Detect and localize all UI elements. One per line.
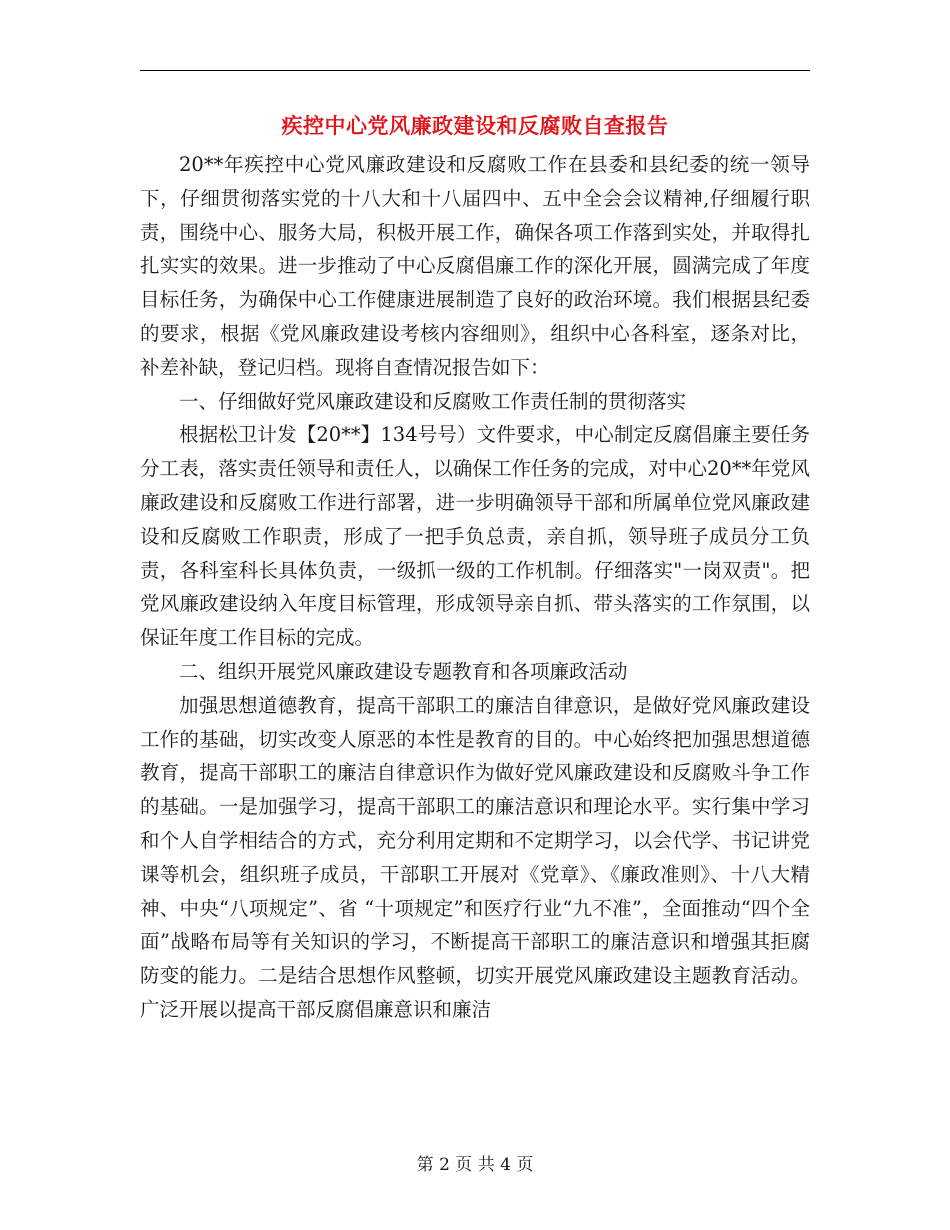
section-heading-1: 一、仔细做好党风廉政建设和反腐败工作责任制的贯彻落实 xyxy=(179,389,687,413)
document-body xyxy=(140,148,810,1027)
document-title: 疾控中心党风廉政建设和反腐败自查报告 xyxy=(281,113,669,138)
section-1-paragraph: 根据松卫计发【20**】134号号）文件要求，中心制定反腐倡廉主要任务分工表，落实责任领导和责任人，以确保工作任务的完成，对中心20**年党风廉政建设和反腐败工作进行部署，进一步明确领导干部和所属单位党风廉政建设和反腐败工作职责，形成了一把手负总责，亲自抓，领导班子成员分工负责，各科室科长具体负责，一级抓一级的工作机制。仔细落实"一岗双责"。把党风廉政建设纳入年度目标管理，形成领导亲自抓、带头落实的工作氛围，以保证年度工作目标的完成。 xyxy=(140,423,810,650)
page-number: 第 2 页 共 4 页 xyxy=(416,1155,534,1175)
intro-paragraph: 20**年疾控中心党风廉政建设和反腐败工作在县委和县纪委的统一领导下，仔细贯彻落实党的十八大和十八届四中、五中全会会议精神,仔细履行职责，围绕中心、服务大局，积极开展工作，确保各项工作落到实处，并取得扎扎实实的效果。进一步推动了中心反腐倡廉工作的深化开展，圆满完成了年度目标任务，为确保中心工作健康进展制造了良好的政治环境。我们根据县纪委的要求，根据《党风廉政建设考核内容细则》，组织中心各科室，逐条对比，补差补缺，登记归档。现将自查情况报告如下： xyxy=(140,153,810,379)
section-2-paragraph: 加强思想道德教育，提高干部职工的廉洁自律意识，是做好党风廉政建设工作的基础，切实改变人原恶的本性是教育的目的。中心始终把加强思想道德教育，提高干部职工的廉洁自律意识作为做好党风廉政建设和反腐败斗争工作的基础。一是加强学习，提高干部职工的廉洁意识和理论水平。实行集中学习和个人自学相结合的方式，充分利用定期和不定期学习，以会代学、书记讲党课等机会，组织班子成员，干部职工开展对《党章》、《廉政准则》、十八大精神、中央“八项规定”、省 “十项规定”和医疗行业“九不准”，全面推动“四个全面”战略布局等有关知识的学习，不断提高干部职工的廉洁意识和增强其拒腐防变的能力。二是结合思想作风整顿，切实开展党风廉政建设主题教育活动。广泛开展以提高干部反腐倡廉意识和廉洁 xyxy=(140,693,810,1021)
header-rule xyxy=(140,70,810,71)
section-heading-2: 二、组织开展党风廉政建设专题教育和各项廉政活动 xyxy=(179,659,628,683)
